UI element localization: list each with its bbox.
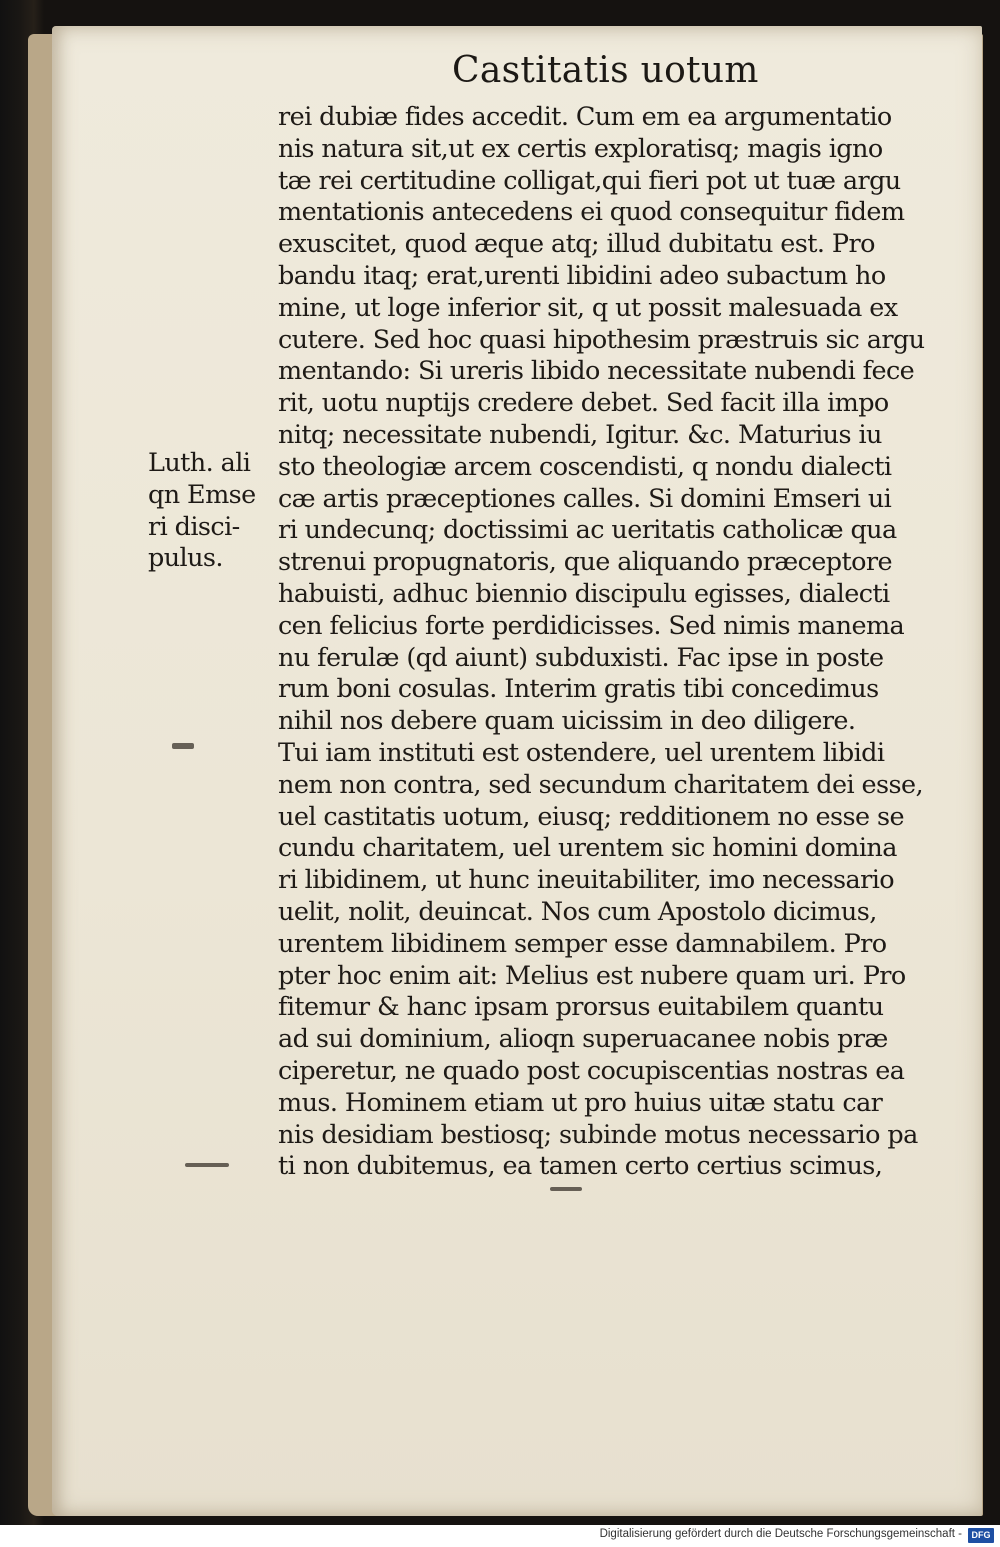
text-line: ri libidinem, ut hunc ineuitabiliter, imo necessario <box>278 865 895 896</box>
text-line: mine, ut loge inferior sit, q ut possit malesuada ex <box>278 292 898 323</box>
text-line: rum boni cosulas. Interim gratis tibi concedimus <box>278 674 879 705</box>
text-line: nihil nos debere quam uicissim in deo diligere. <box>278 706 856 737</box>
text-line: ri undecunq; doctissimi ac ueritatis catholicæ qua <box>278 515 897 546</box>
text-line: ad sui dominium, alioqn superuacanee nobis præ <box>278 1024 888 1055</box>
marginal-note-line: Luth. ali <box>148 448 251 478</box>
text-line: rit, uotu nuptijs credere debet. Sed facit illa impo <box>278 388 889 419</box>
marginal-note-line: ri disci- <box>148 511 240 542</box>
text-line: habuisti, adhuc biennio discipulu egisses, dialecti <box>278 578 890 609</box>
text-line: bandu itaq; erat,urenti libidini adeo subactum ho <box>278 260 886 291</box>
text-line: sto theologiæ arcem coscendisti, q nondu dialecti <box>278 451 892 482</box>
text-line: uelit, nolit, deuincat. Nos cum Apostolo dicimus, <box>278 896 877 927</box>
ink-mark <box>185 1163 229 1167</box>
running-head: Castitatis uotum <box>452 50 759 91</box>
body-text <box>278 102 928 1183</box>
text-line: nitq; necessitate nubendi, Igitur. &c. Maturius iu <box>278 419 882 450</box>
text-line: fitemur & hanc ipsam prorsus euitabilem quantu <box>278 992 884 1023</box>
text-line: pter hoc enim ait: Melius est nubere quam uri. Pro <box>278 960 906 991</box>
footer-bar <box>0 1525 1000 1547</box>
text-line: tæ rei certitudine colligat,qui fieri pot ut tuæ argu <box>278 165 901 196</box>
text-line: uel castitatis uotum, eiusq; redditionem no esse se <box>278 801 904 832</box>
text-line: Tui iam instituti est ostendere, uel urentem libidi <box>278 737 885 768</box>
dfg-logo-icon: DFG <box>968 1528 994 1543</box>
text-line: nem non contra, sed secundum charitatem dei esse, <box>278 769 924 800</box>
text-line: exuscitet, quod æque atq; illud dubitatu est. Pro <box>278 229 875 260</box>
text-line: cundu charitatem, uel urentem sic homini domina <box>278 833 897 864</box>
text-line: nis natura sit,ut ex certis exploratisq; magis igno <box>278 133 883 164</box>
text-line: cutere. Sed hoc quasi hipothesim præstruis sic argu <box>278 324 925 355</box>
ink-mark <box>550 1187 582 1191</box>
text-line: nu ferulæ (qd aiunt) subduxisti. Fac ipse in poste <box>278 642 884 673</box>
text-line: cen felicius forte perdidicisses. Sed nimis manema <box>278 610 905 641</box>
text-line: ti non dubitemus, ea tamen certo certius scimus, <box>278 1151 883 1182</box>
text-line: strenui propugnatoris, que aliquando præceptore <box>278 547 892 578</box>
text-line: nis desidiam bestiosq; subinde motus necessario pa <box>278 1119 918 1150</box>
marginal-note <box>148 448 268 575</box>
ink-mark <box>172 743 194 749</box>
text-line: mentando: Si ureris libido necessitate nubendi fece <box>278 356 915 387</box>
text-line: mus. Hominem etiam ut pro huius uitæ statu car <box>278 1087 883 1118</box>
text-line: cæ artis præceptiones calles. Si domini Emseri ui <box>278 483 892 514</box>
text-line: ciperetur, ne quado post cocupiscentias nostras ea <box>278 1055 905 1086</box>
text-line: urentem libidinem semper esse damnabilem. Pro <box>278 928 887 959</box>
text-line: mentationis antecedens ei quod consequitur fidem <box>278 197 905 228</box>
marginal-note-line: pulus. <box>148 543 223 574</box>
funding-credit: Digitalisierung gefördert durch die Deutsche Forschungsgemeinschaft - <box>599 1528 962 1540</box>
text-line: rei dubiæ fides accedit. Cum em ea argumentatio <box>278 102 892 132</box>
marginal-note-line: qn Emse <box>148 479 256 510</box>
